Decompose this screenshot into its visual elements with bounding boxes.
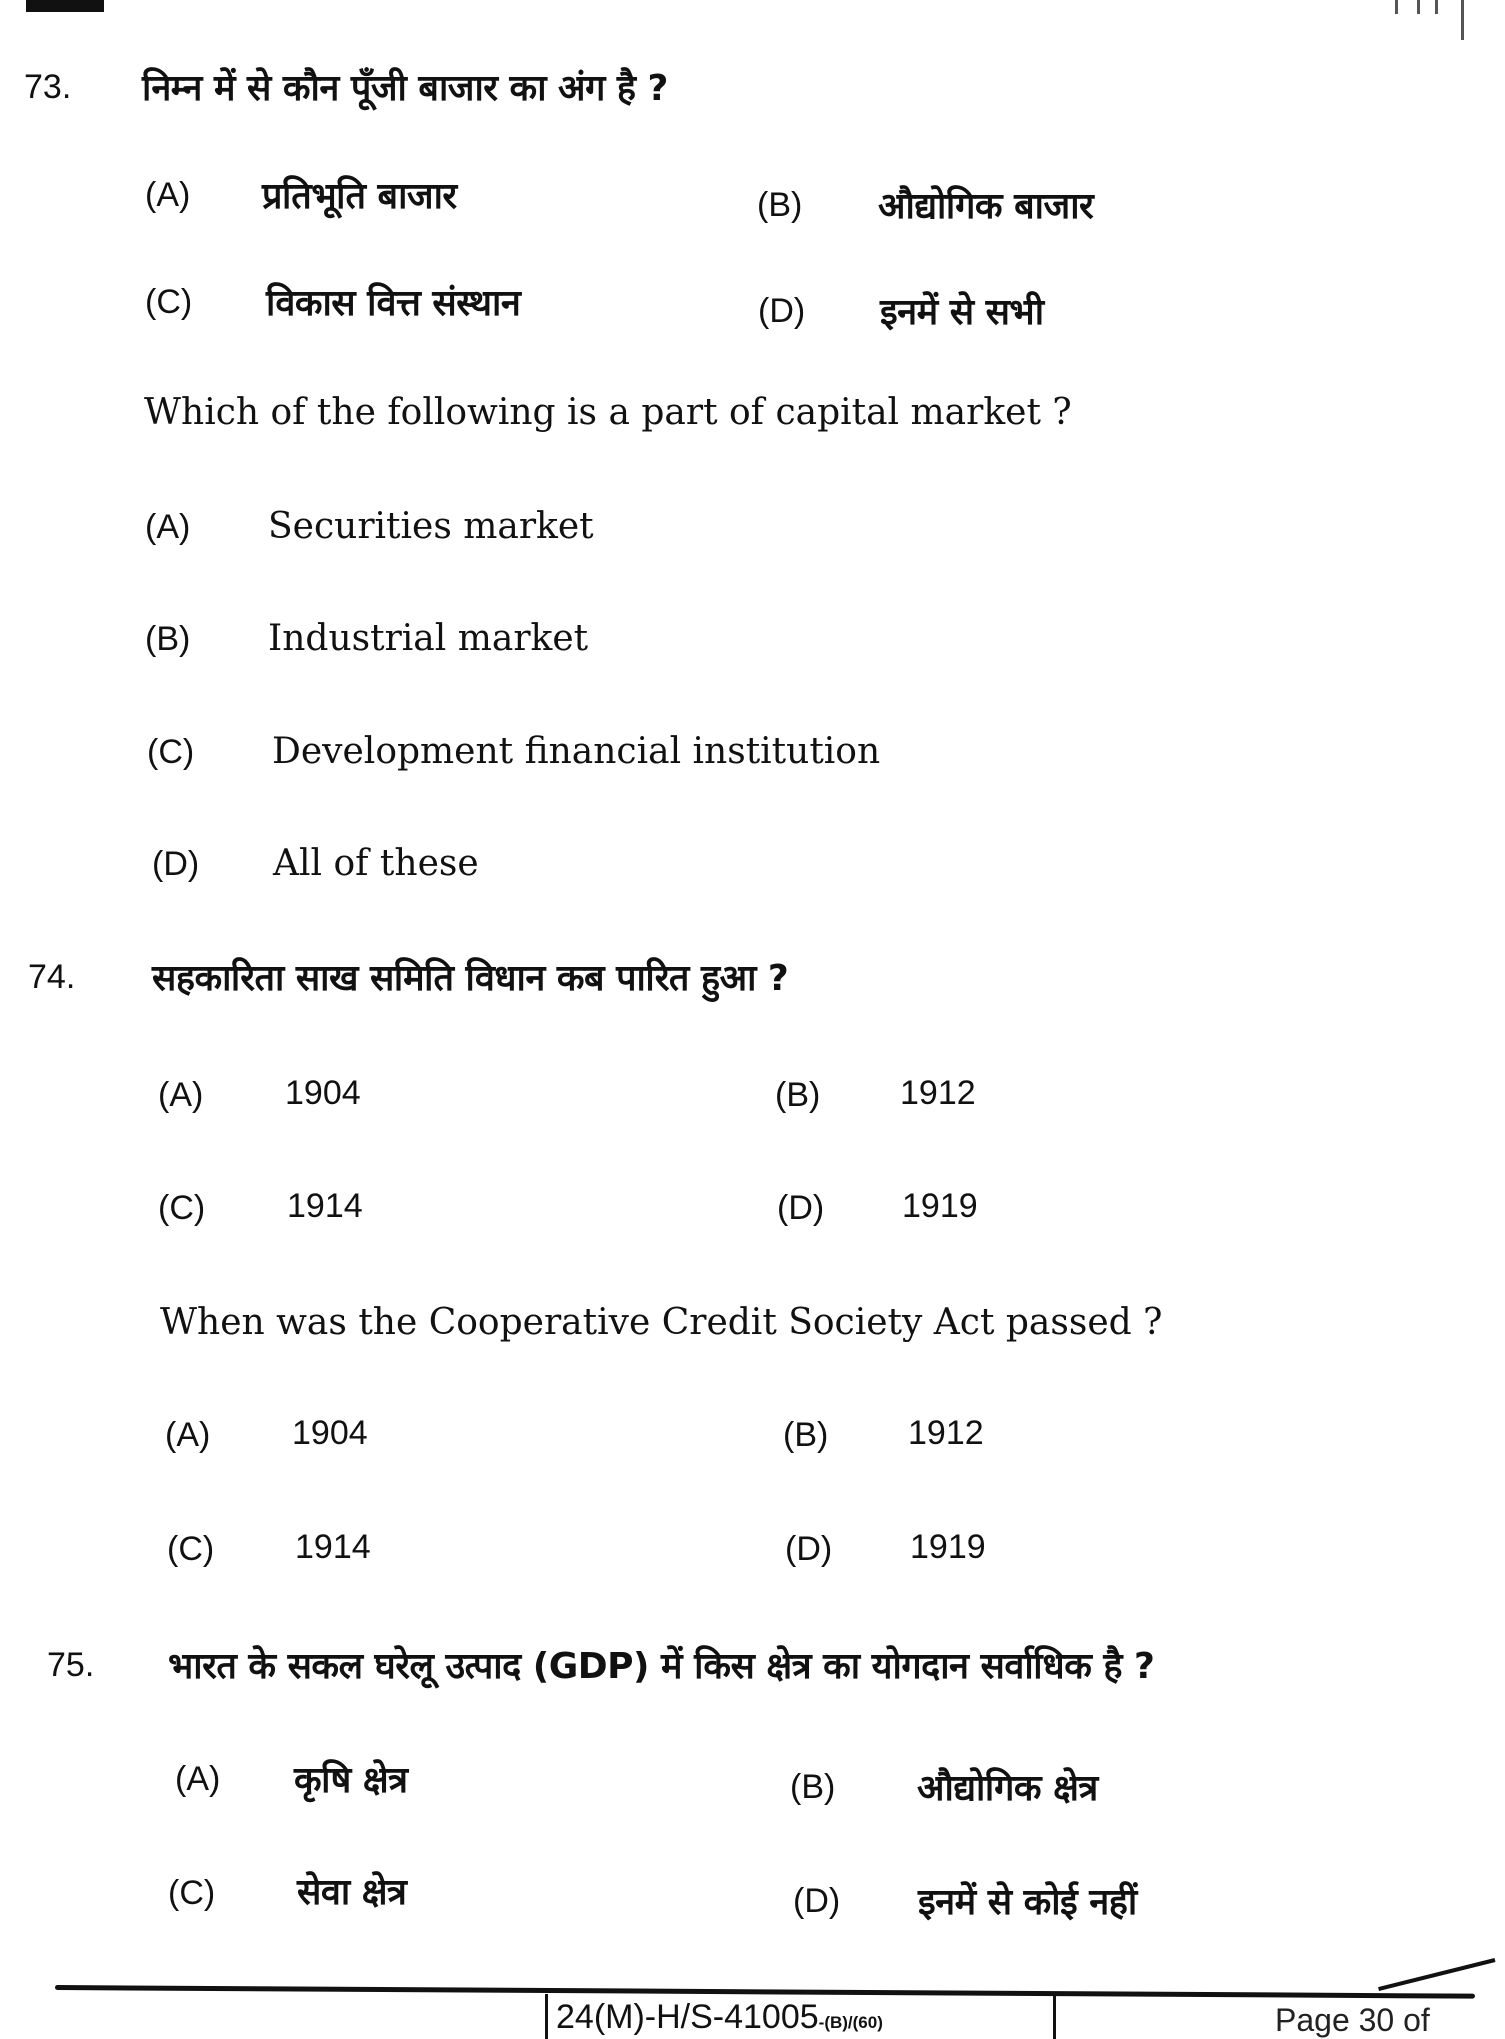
question-number: 75. xyxy=(47,1646,95,1684)
scan-edge-marks xyxy=(1365,0,1465,40)
option-text: Industrial market xyxy=(268,618,589,659)
option-label: (A) xyxy=(175,1760,221,1798)
option-label: (C) xyxy=(158,1189,206,1227)
option-text: इनमें से कोई नहीं xyxy=(918,1882,1137,1923)
option-text: Securities market xyxy=(268,506,594,547)
option-text: 1904 xyxy=(292,1414,368,1452)
question-text-hindi: भारत के सकल घरेलू उत्पाद (GDP) में किस क्षेत्र का योगदान सर्वाधिक है ? xyxy=(168,1646,1155,1687)
question-number: 73. xyxy=(24,68,72,106)
option-label: (A) xyxy=(165,1416,211,1454)
option-label: (D) xyxy=(758,292,806,330)
option-text: इनमें से सभी xyxy=(880,292,1044,333)
option-text: 1904 xyxy=(285,1074,361,1112)
option-text: औद्योगिक बाजार xyxy=(878,186,1094,227)
question-text-english: Which of the following is a part of capital market ? xyxy=(144,392,1072,433)
page-number: Page 30 of xyxy=(1275,2002,1430,2038)
option-label: (D) xyxy=(152,845,200,883)
option-label: (A) xyxy=(145,176,191,214)
option-label: (C) xyxy=(168,1874,216,1912)
option-label: (D) xyxy=(785,1530,833,1568)
option-text: 1914 xyxy=(295,1528,371,1566)
option-label: (A) xyxy=(145,508,191,546)
question-text-english: When was the Cooperative Credit Society Act passed ? xyxy=(160,1302,1163,1343)
option-text: 1912 xyxy=(908,1414,984,1452)
question-text-hindi: निम्न में से कौन पूँजी बाजार का अंग है ? xyxy=(142,68,668,109)
option-label: (B) xyxy=(783,1416,829,1454)
paper-code-main: 24(M)-H/S-41005 xyxy=(556,1998,819,2036)
question-number: 74. xyxy=(28,958,76,996)
option-label: (B) xyxy=(775,1076,821,1114)
option-text: 1912 xyxy=(900,1074,976,1112)
option-label: (A) xyxy=(158,1076,204,1114)
option-text: Development financial institution xyxy=(272,731,881,772)
option-text: 1914 xyxy=(287,1187,363,1225)
option-label: (B) xyxy=(790,1768,836,1806)
option-text: All of these xyxy=(273,843,479,884)
question-text-hindi: सहकारिता साख समिति विधान कब पारित हुआ ? xyxy=(152,958,789,999)
paper-code-suffix: -(B)/(60) xyxy=(818,2013,883,2032)
option-label: (C) xyxy=(167,1530,215,1568)
option-text: सेवा क्षेत्र xyxy=(297,1872,407,1913)
paper-code xyxy=(556,1998,883,2037)
option-label: (B) xyxy=(145,620,191,658)
option-label: (D) xyxy=(793,1882,841,1920)
option-text: विकास वित्त संस्थान xyxy=(266,283,521,324)
option-label: (B) xyxy=(757,186,803,224)
page-corner-mark xyxy=(26,0,104,12)
option-label: (C) xyxy=(145,283,193,321)
option-text: 1919 xyxy=(902,1187,978,1225)
option-text: प्रतिभूति बाजार xyxy=(262,176,457,217)
option-text: कृषि क्षेत्र xyxy=(294,1760,408,1801)
option-label: (C) xyxy=(147,733,195,771)
footer-rule-curl xyxy=(1378,1958,1495,1991)
option-text: 1919 xyxy=(910,1528,986,1566)
option-text: औद्योगिक क्षेत्र xyxy=(917,1768,1098,1809)
option-label: (D) xyxy=(777,1189,825,1227)
